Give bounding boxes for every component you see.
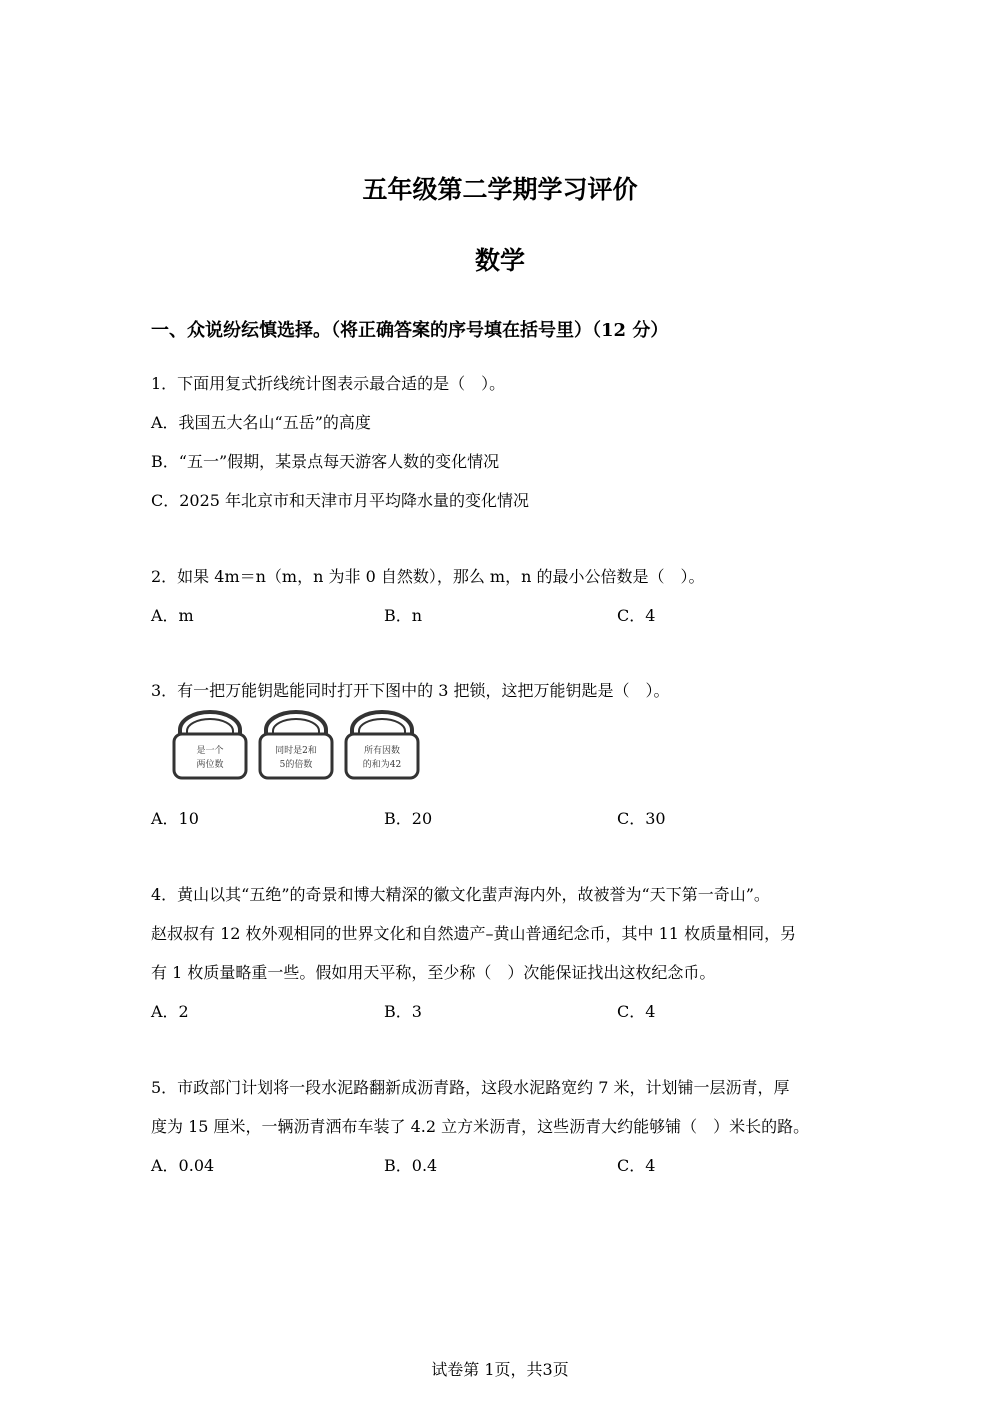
question-2-option-b: B．n (384, 606, 423, 625)
question-4-line-2: 赵叔叔有 12 枚外观相同的世界文化和自然遗产–黄山普通纪念币，其中 11 枚质量相同，另 (151, 924, 797, 943)
question-1-option-b: B．“五一”假期，某景点每天游客人数的变化情况 (151, 452, 500, 471)
question-3-option-a: A．10 (151, 809, 199, 828)
padlock-2-line-1: 同时是2和 (275, 746, 317, 756)
padlock-2 (260, 712, 332, 778)
padlock-3-line-1: 所有因数 (363, 746, 401, 756)
question-3-stem: 3．有一把万能钥匙能同时打开下图中的 3 把锁，这把万能钥匙是（ ）。 (151, 681, 670, 700)
question-5-option-b: B．0.4 (384, 1156, 438, 1175)
question-4-line-3: 有 1 枚质量略重一些。假如用天平称，至少称（ ）次能保证找出这枚纪念币。 (151, 963, 716, 982)
question-3-option-b: B．20 (384, 809, 433, 828)
question-2-option-c: C．4 (617, 606, 656, 625)
question-5-option-c: C．4 (617, 1156, 656, 1175)
question-1-option-a: A．我国五大名山“五岳”的高度 (151, 413, 371, 432)
padlock-3 (346, 712, 418, 778)
padlocks-figure (172, 710, 422, 782)
question-5-line-2: 度为 15 厘米，一辆沥青洒布车装了 4.2 立方米沥青，这些沥青大约能够铺（ ）米长的路。 (151, 1117, 810, 1136)
padlock-2-line-2: 5的倍数 (279, 760, 313, 770)
question-1-option-c: C．2025 年北京市和天津市月平均降水量的变化情况 (151, 491, 530, 510)
padlock-1 (174, 712, 246, 778)
page-title: 五年级第二学期学习评价 (362, 175, 638, 204)
question-5-option-a: A．0.04 (151, 1156, 215, 1175)
section-heading: 一、众说纷纭慎选择。（将正确答案的序号填在括号里）（12 分） (151, 320, 669, 341)
padlock-1-line-1: 是一个 (196, 746, 224, 756)
padlock-1-line-2: 两位数 (196, 760, 224, 770)
question-4-line-1: 4．黄山以其“五绝”的奇景和博大精深的徽文化蜚声海内外，故被誉为“天下第一奇山”。 (151, 885, 770, 904)
question-2-option-a: A．m (151, 606, 194, 625)
padlock-3-line-2: 的和为42 (362, 760, 402, 770)
question-2-stem: 2．如果 4m＝n（m，n 为非 0 自然数），那么 m，n 的最小公倍数是（ ）。 (151, 567, 705, 586)
question-3-option-c: C．30 (617, 809, 666, 828)
question-4-option-b: B．3 (384, 1002, 422, 1021)
question-1-stem: 1．下面用复式折线统计图表示最合适的是（ ）。 (151, 374, 506, 393)
page-footer: 试卷第 1页，共3页 (431, 1360, 569, 1379)
question-5-line-1: 5．市政部门计划将一段水泥路翻新成沥青路，这段水泥路宽约 7 米，计划铺一层沥青，厚 (151, 1078, 790, 1097)
question-4-option-c: C．4 (617, 1002, 656, 1021)
subject-title: 数学 (474, 246, 525, 275)
question-4-option-a: A．2 (151, 1002, 189, 1021)
